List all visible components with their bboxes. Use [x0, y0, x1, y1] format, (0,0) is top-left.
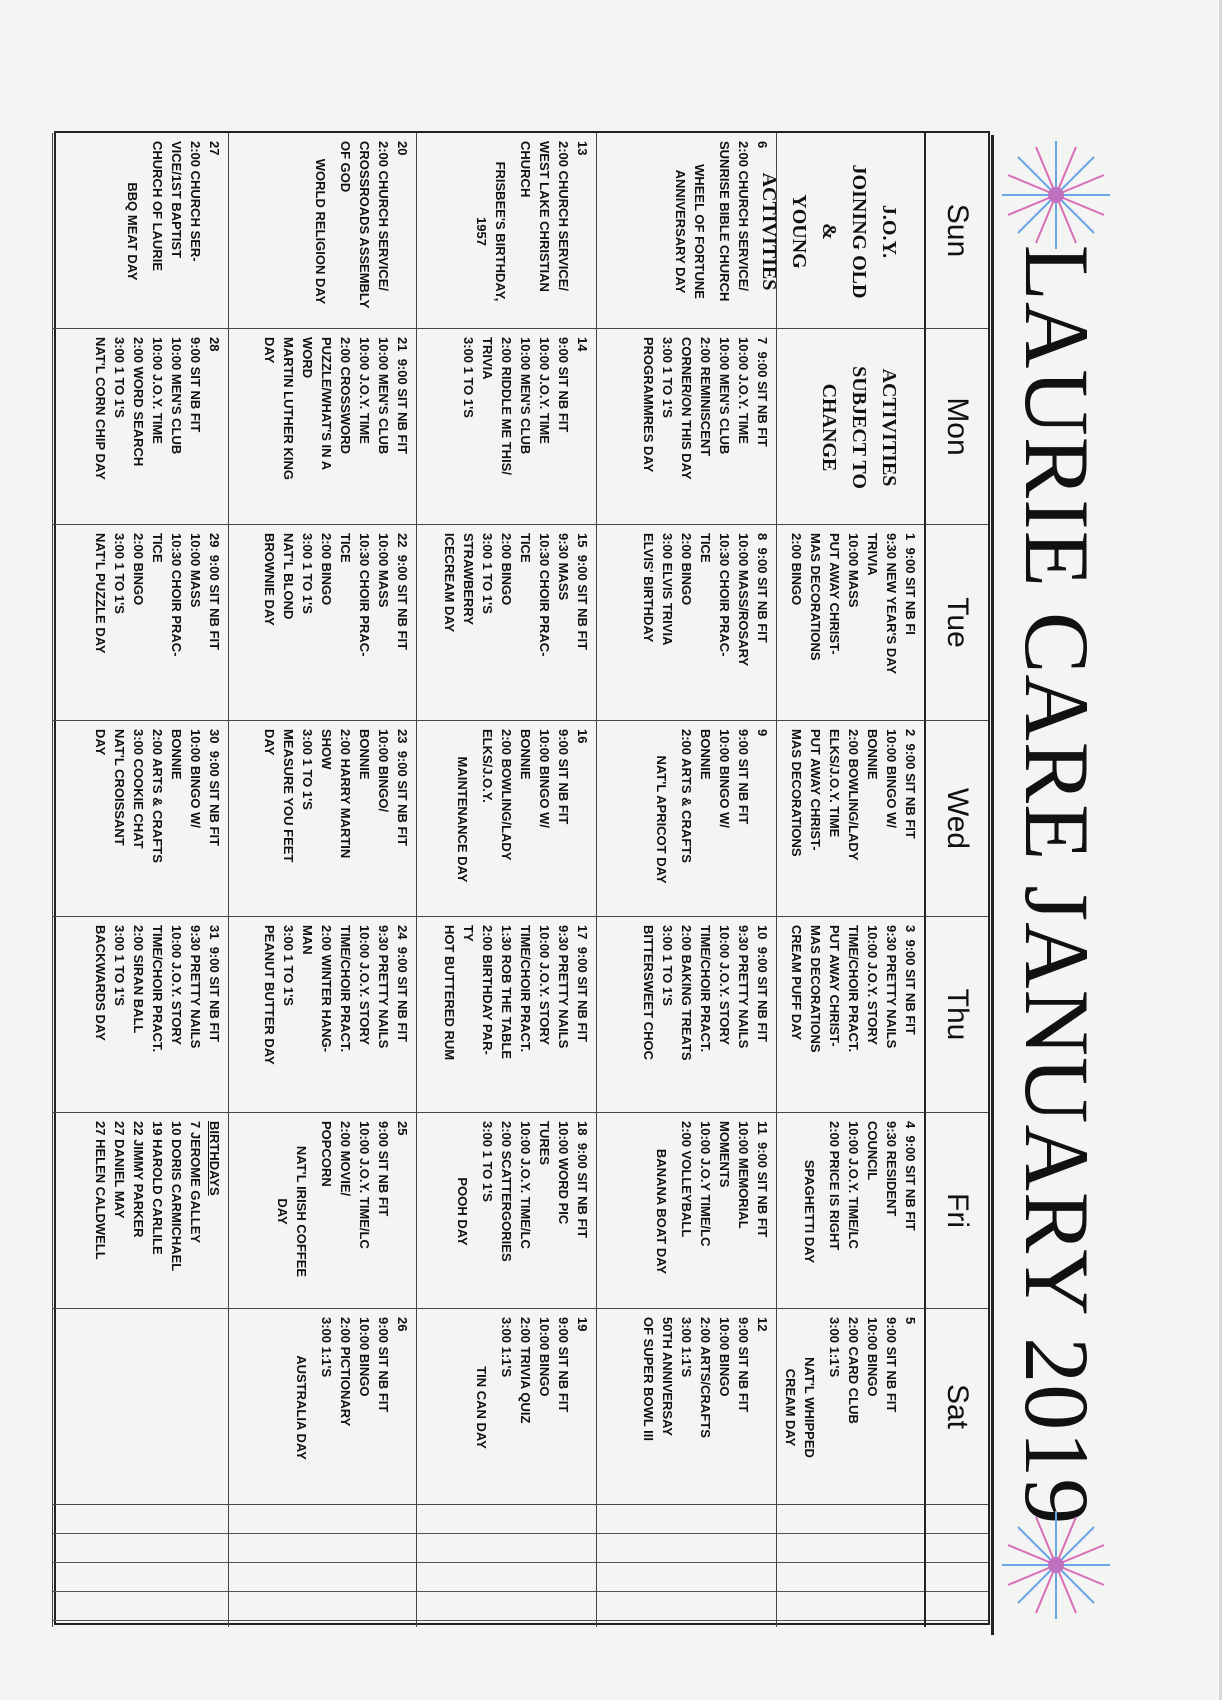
calendar-grid	[54, 131, 990, 1625]
date-number: 9	[755, 729, 770, 737]
activity-list: 9:00 SIT NB FIT 10:00 BINGO 2:00 PICTIONARY 3:00 1:1'S	[319, 1317, 391, 1427]
activity-list: 2:00 CHURCH SERVICE/ WEST LAKE CHRISTIAN CHURCH	[518, 141, 571, 292]
date-number: 22	[395, 533, 410, 548]
extra-column	[52, 1505, 228, 1627]
firework-right-icon	[996, 1505, 1116, 1625]
activity-list: 9:00 SIT NB FIT 10:00 BINGO W/ BONNIE 2:00 BOWLING/LADY ELKS/J.O.Y.	[480, 729, 571, 861]
activity-first: 9:00 SIT NB FIT	[395, 946, 410, 1043]
birthdays-heading: BIRTHDAYS	[207, 1121, 222, 1196]
activity-first: 9:00 SIT NB FIT	[903, 939, 918, 1035]
activity-list: 10:00 J.O.Y. TIME 10:00 MEN'S CLUB 2:00 REMINISCENT CORNER/ON THIS DAY 3:00 1 TO 1'S PROGRAMMRES DAY	[641, 337, 751, 480]
date-number: 26	[395, 1317, 410, 1332]
day-cell-jan-14	[416, 329, 596, 525]
special-day: NAT'L IRISH COFFEE DAY	[275, 1145, 309, 1278]
special-day: BBQ MEAT DAY	[125, 182, 140, 281]
activity-first: 9:00 SIT NB FIT	[575, 554, 590, 651]
date-number: 4	[903, 1121, 918, 1129]
day-cell-jan-8	[596, 525, 776, 721]
activity-first: 9:00 SIT NB FI	[903, 547, 918, 635]
date-number: 20	[395, 141, 410, 156]
day-header-fri: Fri	[924, 1113, 988, 1309]
special-day: SPAGHETTI DAY	[802, 1159, 817, 1264]
activity-list: 9:30 NEW YEAR'S DAY TRIVIA 10:00 MASS PUT AWAY CHRIST- MAS DECORATIONS 2:00 BINGO	[789, 533, 899, 675]
day-cell-jan-10	[596, 917, 776, 1113]
day-cell-jan-6	[596, 133, 776, 329]
intro-joy-text: J.O.Y. JOINING OLD & YOUNG ACTIVITIES	[758, 164, 900, 299]
date-number: 1	[903, 533, 918, 541]
date-number: 17	[575, 925, 590, 940]
activity-list: 10:00 MASS 10:30 CHOIR PRAC- TICE 2:00 BINGO 3:00 1 TO 1'S NAT'L BLOND BROWNIE DAY	[262, 533, 391, 657]
day-cell-jan-28	[52, 329, 228, 525]
activity-list: 10:00 MEN'S CLUB 10:00 J.O.Y. TIME 2:00 CROSSWORD PUZZLE/WHAT'S IN A WORD MARTIN LUTHER KING DAY	[262, 337, 391, 480]
activity-list: 9:30 PRETTY NAILS 10:00 J.O.Y. STORY TIME/CHOIR PRACT. 2:00 WINTER HANG- MAN 3:00 1 TO 1'S PEANUT BUTTER DAY	[262, 925, 391, 1065]
activity-list: 9:30 PRETTY NAILS 10:00 J.O.Y. STORY TIME/CHOIR PRACT. 1:30 ROB THE TABLE 2:00 BIRTHDAY PAR- TY HOT BUTTERED RUM	[442, 925, 571, 1061]
activity-first: 9:00 SIT NB FIT	[575, 1142, 590, 1239]
day-cell-jan-3	[776, 917, 924, 1113]
date-number: 19	[575, 1317, 590, 1332]
special-day: NAT'L APRICOT DAY	[654, 755, 669, 884]
activity-first: 9:00 SIT NB FIT	[207, 750, 222, 847]
special-day: POOH DAY	[455, 1177, 470, 1246]
date-number: 18	[575, 1121, 590, 1136]
day-cell-jan-13	[416, 133, 596, 329]
activity-list: 10:00 MASS 10:30 CHOIR PRAC- TICE 2:00 BINGO 3:00 1 TO 1'S NAT'L PUZZLE DAY	[93, 533, 203, 657]
day-cell-jan-23	[228, 721, 416, 917]
day-cell-jan-24	[228, 917, 416, 1113]
date-number: 3	[903, 925, 918, 933]
activity-list: 10:00 MEMORIAL MOMENTS 10:00 J.O.Y TIME/LC 2:00 VOLLEYBALL	[679, 1121, 751, 1247]
date-number: 2	[903, 729, 918, 737]
date-number: 16	[575, 729, 590, 744]
activity-first: 9:00 SIT NB FIT	[903, 743, 918, 839]
date-number: 14	[575, 337, 590, 352]
day-cell-jan-26	[228, 1309, 416, 1505]
day-cell-jan-15	[416, 525, 596, 721]
date-number: 25	[395, 1121, 410, 1136]
day-cell-jan-20	[228, 133, 416, 329]
activity-list: 2:00 CHURCH SER- VICE/1ST BAPTIST CHURCH OF LAURIE	[150, 141, 203, 271]
day-header-wed: Wed	[924, 721, 988, 917]
date-number: 23	[395, 729, 410, 744]
day-cell-jan-25	[228, 1113, 416, 1309]
activity-list: 9:00 SIT NB FIT 10:00 BINGO 2:00 TRIVIA QUIZ 3:00 1:1'S	[499, 1317, 571, 1424]
special-day: AUSTRALIA DAY	[294, 1355, 309, 1460]
date-number: 15	[575, 533, 590, 548]
activity-list: 10:00 MASS/ROSARY 10:30 CHOIR PRAC- TICE 2:00 BINGO 3:00 ELVIS TRIVIA ELVIS' BIRTHDAY	[641, 533, 751, 667]
activity-first: 9:00 SIT NB FIT	[755, 1141, 770, 1238]
activity-list: 10:00 BINGO/ BONNIE 2:00 HARRY MARTIN SHOW 3:00 1 TO 1'S MEASURE YOU FEET DAY	[262, 729, 391, 863]
day-cell-jan-12	[596, 1309, 776, 1505]
day-cell-jan-9	[596, 721, 776, 917]
special-day: WHEEL OF FORTUNE ANNIVERSARY DAY	[673, 164, 707, 299]
title-rule	[991, 135, 994, 1635]
day-cell-jan-4	[776, 1113, 924, 1309]
date-number: 28	[207, 337, 222, 352]
empty-cell	[52, 1309, 228, 1505]
day-header-sat: Sat	[924, 1309, 988, 1505]
date-number: 13	[575, 141, 590, 156]
intro-notice	[776, 329, 924, 525]
activity-list: 2:00 CHURCH SERVICE/ CROSSROADS ASSEMBLY OF GOD	[338, 141, 391, 309]
date-number: 7	[755, 337, 770, 345]
intro-notice-text: ACTIVITIES SUBJECT TO CHANGE	[818, 366, 900, 489]
extra-column	[596, 1505, 776, 1627]
activity-list: 10:00 WORD PIC TURES 10:00 J.O.Y. TIME/LC 2:00 SCATTERGORIES 3:00 1 TO 1'S	[480, 1121, 571, 1262]
activity-first: 9:00 SIT NB FIT	[755, 547, 770, 643]
activity-list: 9:00 SIT NB FIT 10:00 MEN'S CLUB 10:00 J.O.Y. TIME 2:00 WORD SEARCH 3:00 1 TO 1'S NAT'L CORN CHIP DAY	[93, 337, 203, 480]
activity-list: 9:30 PRETTY NAILS 10:00 J.O.Y. STORY TIME/CHOIR PRACT. PUT AWAY CHRIST- MAS DECORATIONS CREAM PUFF DAY	[789, 925, 899, 1053]
date-number: 11	[755, 1121, 770, 1135]
activity-list: 9:30 PRETTY NAILS 10:00 J.O.Y. STORY TIME/CHOIR PRACT. 2:00 SIRAN BALL 3:00 1 TO 1'S BACKWARDS DAY	[93, 925, 203, 1053]
date-number: 27	[207, 141, 222, 156]
day-cell-jan-22	[228, 525, 416, 721]
date-number: 29	[207, 533, 222, 548]
activity-list: 9:00 SIT NB FIT 10:00 J.O.Y. TIME 10:00 MEN'S CLUB 2:00 RIDDLE ME THIS/ TRIVIA 3:00 1 TO 1'S	[461, 337, 571, 475]
day-cell-jan-30	[52, 721, 228, 917]
day-cell-jan-17	[416, 917, 596, 1113]
intro-joy	[758, 133, 924, 329]
activity-list: 10:00 BINGO W/ BONNIE 2:00 ARTS & CRAFTS 3:00 COOKIE CHAT NAT'L CROISSANT DAY	[93, 729, 203, 863]
birthdays-list: 7 JEROME GALLEY 10 DORIS CARMICHAEL 19 HAROLD CARLILE 22 JIMMY PARKER 27 DANIEL MAY 27 HELEN CALDWELL	[93, 1121, 203, 1272]
day-header-mon: Mon	[924, 329, 988, 525]
activity-first: 9:00 SIT NB FIT	[395, 750, 410, 847]
day-cell-jan-18	[416, 1113, 596, 1309]
activity-first: 9:00 SIT NB FIT	[575, 946, 590, 1043]
activity-list: 9:00 SIT NB FIT 10:00 BINGO 2:00 ARTS/CRAFTS 3:00 1:1'S 50TH ANNIVERSAY OF SUPER BOWL III	[641, 1317, 751, 1441]
date-number: 31	[207, 925, 222, 940]
day-cell-jan-31	[52, 917, 228, 1113]
day-cell-jan-2	[776, 721, 924, 917]
activity-first: 9:00 SIT NB FIT	[395, 358, 410, 455]
activity-list: 9:30 RESIDENT COUNCIL 10:00 J.O.Y. TIME/LC 2:00 PRICE IS RIGHT	[827, 1121, 899, 1251]
activity-list: 9:00 SIT NB FIT 10:00 BINGO 2:00 CARD CLUB 3:00 1:1'S	[827, 1317, 899, 1424]
special-day: WORLD RELIGION DAY	[313, 158, 328, 305]
date-number: 24	[395, 925, 410, 940]
date-number: 21	[395, 337, 410, 352]
day-cell-jan-19	[416, 1309, 596, 1505]
day-cell-jan-7	[596, 329, 776, 525]
activity-first: 9:00 SIT NB FIT	[903, 1135, 918, 1231]
activity-first: 9:00 SIT NB FIT	[755, 351, 770, 447]
extra-column	[416, 1505, 596, 1627]
extra-column	[924, 1505, 988, 1627]
date-number: 12	[755, 1317, 770, 1332]
calendar-sheet	[40, 125, 1120, 1645]
special-day: MAINTENANCE DAY	[455, 756, 470, 883]
activity-list: 9:30 MASS 10:30 CHOIR PRAC- TICE 2:00 BINGO 3:00 1 TO 1'S STRAWBERRY ICECREAM DAY	[442, 533, 571, 657]
day-cell-jan-11	[596, 1113, 776, 1309]
date-number: 5	[903, 1317, 918, 1325]
day-cell-jan-29	[52, 525, 228, 721]
activity-first: 9:00 SIT NB FIT	[395, 554, 410, 651]
day-cell-jan-5	[776, 1309, 924, 1505]
activity-list: 10:00 BINGO W/ BONNIE 2:00 BOWLING/LADY ELKS/J.O.Y. TIME PUT AWAY CHRIST- MAS DECORATIONS	[789, 729, 899, 861]
date-number: 30	[207, 729, 222, 744]
date-number: 8	[755, 533, 770, 541]
special-day: TIN CAN DAY	[474, 1366, 489, 1449]
day-header-sun: Sun	[924, 133, 988, 329]
activity-list: 9:00 SIT NB FIT 10:00 J.O.Y. TIME/LC 2:00 MOVIE/ POPCORN	[319, 1121, 391, 1249]
day-header-thu: Thu	[924, 917, 988, 1113]
extra-column	[228, 1505, 416, 1627]
day-cell-jan-16	[416, 721, 596, 917]
activity-list: 9:30 PRETTY NAILS 10:00 J.O.Y. STORY TIME/CHOIR PRACT. 2:00 BAKING TREATS 3:00 1 TO 1'S BITTERSWEET CHOC	[641, 925, 751, 1061]
activity-first: 9:00 SIT NB FIT	[207, 946, 222, 1043]
birthdays-cell	[52, 1113, 228, 1309]
calendar-title: LAURIE CARE JANUARY 2019	[1006, 244, 1108, 1526]
day-cell-jan-21	[228, 329, 416, 525]
activity-list: 9:00 SIT NB FIT 10:00 BINGO W/ BONNIE 2:00 ARTS & CRAFTS	[679, 729, 751, 863]
day-cell-jan-1	[776, 525, 924, 721]
special-day: BANANA BOAT DAY	[654, 1148, 669, 1275]
activity-list: 2:00 CHURCH SERVICE/ SUNRISE BIBLE CHURCH	[717, 141, 751, 302]
day-header-tue: Tue	[924, 525, 988, 721]
date-number: 6	[755, 141, 770, 149]
activity-first: 9:00 SIT NB FIT	[755, 946, 770, 1043]
date-number: 10	[755, 925, 770, 940]
special-day: FRISBEE'S BIRTHDAY, 1957	[474, 161, 508, 302]
activity-first: 9:00 SIT NB FIT	[207, 554, 222, 651]
special-day: NAT'L WHIPPED CREAM DAY	[783, 1357, 817, 1458]
extra-column	[776, 1505, 924, 1627]
day-cell-jan-27	[52, 133, 228, 329]
